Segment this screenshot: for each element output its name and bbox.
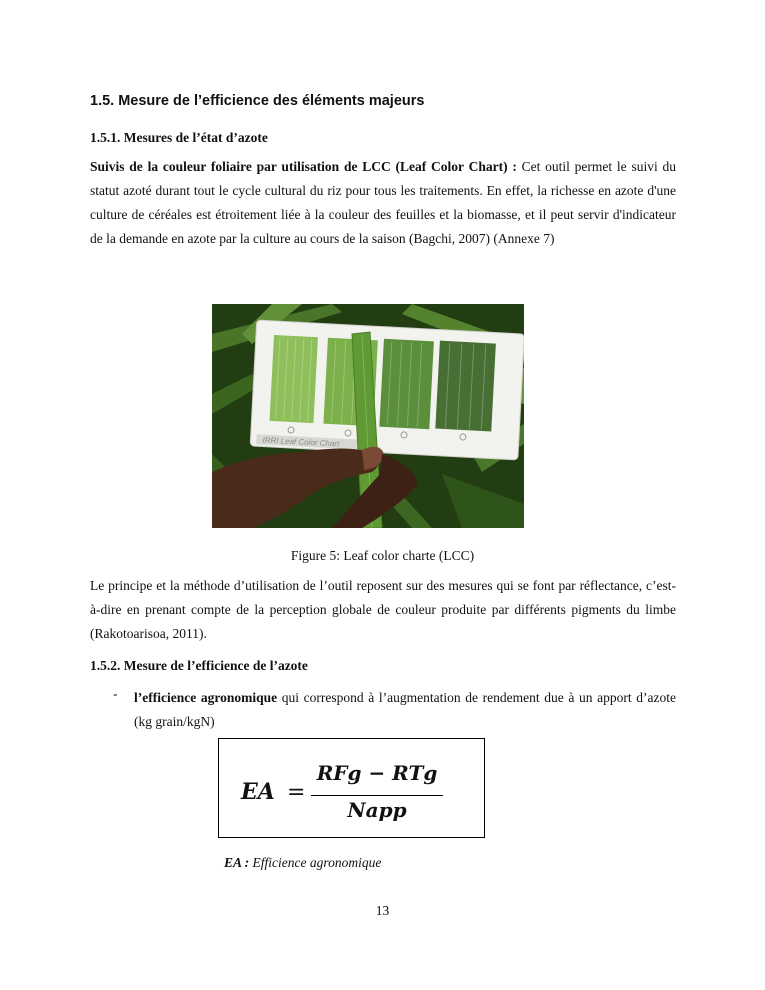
paragraph-lcc — [90, 155, 676, 251]
formula-box — [218, 738, 485, 838]
figure-photo-leaf-color-chart — [212, 304, 524, 528]
paragraph-lcc-lead: Suivis de la couleur foliaire par utilisation de LCC (Leaf Color Chart) : — [90, 159, 517, 174]
paragraph-lcc-body: Cet outil permet le suivi du statut azoté durant tout le cycle cultural du riz pour tous les traitements. En effet, la richesse en azote d'une culture de céréales est étroitement liée à la couleur des feuilles et la biomasse, et il peut servir d'indicateur de la demande en azote par la culture au cours de la saison (Bagchi, 2007) (Annexe 7) — [90, 159, 676, 246]
bullet-body: qui correspond à l’augmentation de rendement due à un apport d’azote (kg grain/kgN) — [134, 690, 676, 729]
bullet-item-agronomic-efficiency — [134, 686, 676, 734]
bullet-dash: - — [113, 686, 118, 701]
bullet-bold-term: l’efficience agronomique — [134, 690, 278, 705]
formula-equals: = — [287, 780, 306, 805]
page-number: 13 — [375, 903, 390, 918]
legend-definition: Efficience agronomique — [249, 855, 382, 870]
paragraph-principle: Le principe et la méthode d’utilisation de l’outil reposent sur des mesures qui se font par réflectance, c’est-à-dire en prenant compte de la perception globale de couleur produite par différents pigments du limbe (Rakotoarisoa, 2011). — [90, 578, 676, 641]
formula-legend — [224, 855, 381, 871]
formula-lhs: EA — [241, 779, 275, 805]
formula-numerator: RFg − RTg — [316, 761, 438, 785]
subsection-heading-1: 1.5.1. Mesures de l’état d’azote — [90, 130, 268, 145]
formula-denominator: Napp — [347, 798, 407, 822]
card-label-text: IRRI Leaf Color Chart — [262, 435, 340, 449]
subsection-heading-2: 1.5.2. Mesure de l’efficience de l’azote — [90, 658, 308, 673]
formula-fraction-bar — [311, 795, 443, 796]
section-heading: 1.5. Mesure de l’efficience des éléments majeurs — [90, 93, 425, 109]
leaf-color-chart-image — [212, 304, 524, 528]
figure-caption: Figure 5: Leaf color charte (LCC) — [290, 548, 475, 563]
legend-term: EA : — [224, 855, 250, 870]
